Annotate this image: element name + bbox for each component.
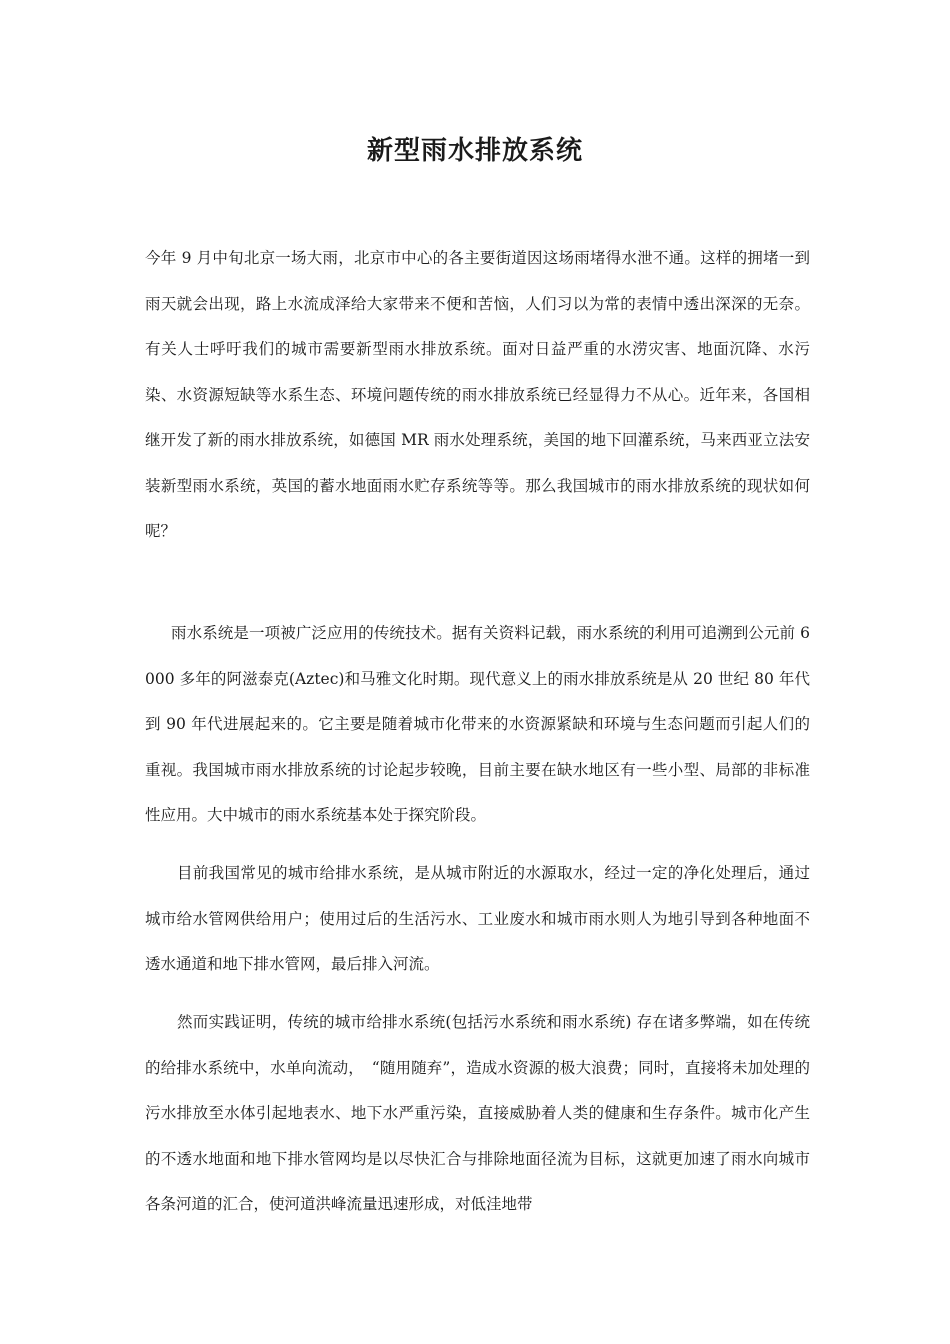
document-title: 新型雨水排放系统 <box>366 136 583 166</box>
paragraph-2: 雨水系统是一项被广泛应用的传统技术。据有关资料记载，雨水系统的利用可追溯到公元前 6000 多年的阿滋泰克(Aztec)和马雅文化时期。现代意义上的雨水排放系统是从 20 世纪 80 年代到 90 年代进展起来的。它主要是随着城市化带来的水资源紧缺和环境与生态问题而引起人们的重视。我国城市雨水排放系统的讨论起步较晚，目前主要在缺水地区有一些小型、局部的非标准性应用。大中城市的雨水系统基本处于探究阶段。 <box>145 624 810 824</box>
paragraph-4: 然而实践证明，传统的城市给排水系统(包括污水系统和雨水系统) 存在诸多弊端，如在传统的给排水系统中，水单向流动， “随用随弃”，造成水资源的极大浪费；同时，直接将未加处理的污水排放至水体引起地表水、地下水严重污染，直接威胁着人类的健康和生存条件。城市化产生的不透水地面和地下排水管网均是以尽快汇合与排除地面径流为目标，这就更加速了雨水向城市各条河道的汇合，使河道洪峰流量迅速形成，对低洼地带 <box>145 1013 810 1213</box>
paragraph-3: 目前我国常见的城市给排水系统，是从城市附近的水源取水，经过一定的净化处理后，通过城市给水管网供给用户；使用过后的生活污水、工业废水和城市雨水则人为地引导到各种地面不透水通道和地下排水管网，最后排入河流。 <box>145 864 810 973</box>
paragraph-1: 今年 9 月中旬北京一场大雨，北京市中心的各主要街道因这场雨堵得水泄不通。这样的拥堵一到雨天就会出现，路上水流成泽给大家带来不便和苦恼，人们习以为常的表情中透出深深的无奈。有关人士呼吁我们的城市需要新型雨水排放系统。面对日益严重的水涝灾害、地面沉降、水污染、水资源短缺等水系生态、环境问题传统的雨水排放系统已经显得力不从心。近年来，各国相继开发了新的雨水排放系统，如德国 MR 雨水处理系统，美国的地下回灌系统，马来西亚立法安装新型雨水系统，英国的蓄水地面雨水贮存系统等等。那么我国城市的雨水排放系统的现状如何呢？ <box>145 249 810 540</box>
